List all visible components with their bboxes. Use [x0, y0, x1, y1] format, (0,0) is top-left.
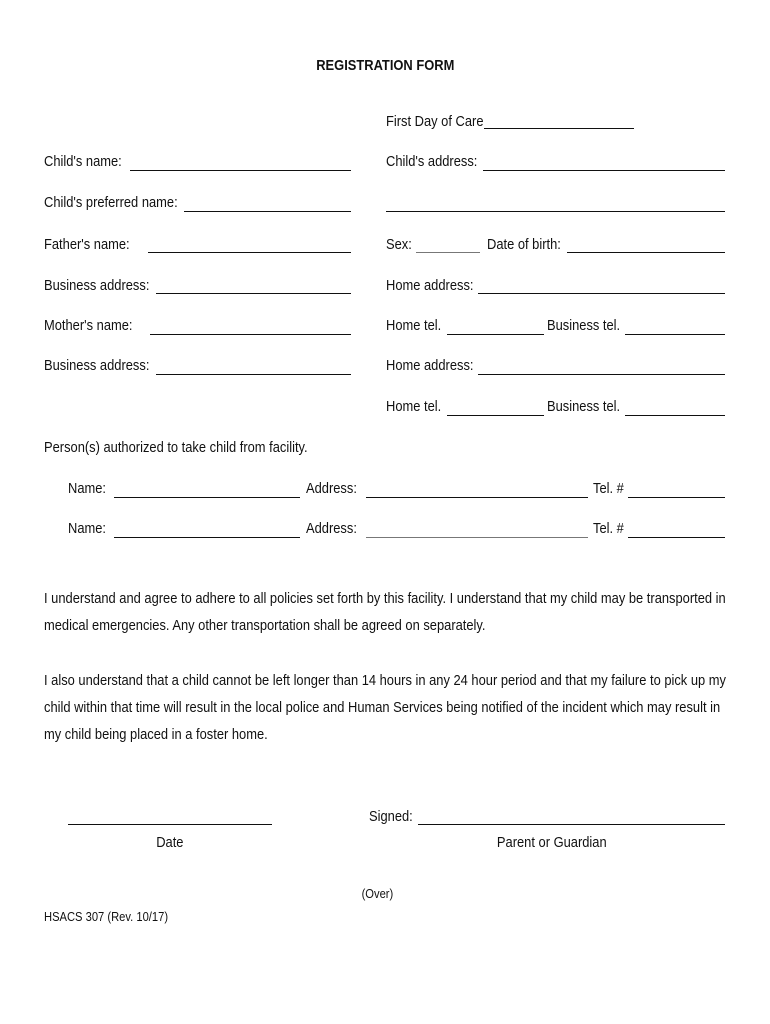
- paragraph-line: I also understand that a child cannot be left longer than 14 hours in any 24 hour period and that my failure to pick up my: [44, 672, 726, 689]
- authorized-name-2-label: Name:: [68, 520, 107, 537]
- fathers-name-field[interactable]: [148, 252, 351, 253]
- sex-field[interactable]: [416, 252, 480, 253]
- authorized-name-1-label: Name:: [68, 480, 107, 497]
- mother-home-tel-label: Home tel.: [386, 398, 442, 415]
- paragraph-line: medical emergencies. Any other transportation shall be agreed on separately.: [44, 617, 486, 634]
- policy-paragraph-2: [44, 667, 734, 748]
- mothers-name-field[interactable]: [150, 334, 351, 335]
- mothers-name-label: Mother's name:: [44, 317, 133, 334]
- father-home-address-label: Home address:: [386, 277, 474, 294]
- father-business-address-label: Business address:: [44, 277, 150, 294]
- authorized-name-2-field[interactable]: [114, 537, 300, 538]
- form-id: HSACS 307 (Rev. 10/17): [44, 909, 169, 924]
- mother-home-address-label: Home address:: [386, 357, 474, 374]
- authorized-persons-heading: Person(s) authorized to take child from facility.: [44, 439, 308, 456]
- childs-address-line2-field[interactable]: [386, 211, 725, 212]
- mother-business-address-label: Business address:: [44, 357, 150, 374]
- authorized-tel-1-field[interactable]: [628, 497, 725, 498]
- childs-address-field[interactable]: [483, 170, 725, 171]
- father-home-address-field[interactable]: [478, 293, 725, 294]
- father-business-address-field[interactable]: [156, 293, 351, 294]
- childs-address-label: Child's address:: [386, 153, 478, 170]
- mother-business-address-field[interactable]: [156, 374, 351, 375]
- parent-signature-field[interactable]: [418, 824, 725, 825]
- page-title: REGISTRATION FORM: [315, 57, 455, 74]
- authorized-tel-2-label: Tel. #: [593, 520, 624, 537]
- father-business-tel-field[interactable]: [625, 334, 725, 335]
- childs-preferred-name-label: Child's preferred name:: [44, 194, 178, 211]
- father-home-tel-field[interactable]: [447, 334, 544, 335]
- authorized-address-2-field[interactable]: [366, 537, 588, 538]
- date-signature-field[interactable]: [68, 824, 272, 825]
- mother-home-address-field[interactable]: [478, 374, 725, 375]
- authorized-address-1-field[interactable]: [366, 497, 588, 498]
- date-of-birth-label: Date of birth:: [487, 236, 561, 253]
- mother-home-tel-field[interactable]: [447, 415, 544, 416]
- childs-name-field[interactable]: [130, 170, 351, 171]
- paragraph-line: I understand and agree to adhere to all policies set forth by this facility. I understand that my child may be transported in: [44, 590, 726, 607]
- authorized-name-1-field[interactable]: [114, 497, 300, 498]
- childs-preferred-name-field[interactable]: [184, 211, 351, 212]
- date-of-birth-field[interactable]: [567, 252, 725, 253]
- paragraph-line: child within that time will result in the local police and Human Services being notified of the incident which may result in: [44, 699, 721, 716]
- over-note: (Over): [361, 886, 393, 901]
- authorized-address-2-label: Address:: [306, 520, 357, 537]
- parent-or-guardian-caption: Parent or Guardian: [497, 834, 607, 851]
- childs-name-label: Child's name:: [44, 153, 122, 170]
- authorized-tel-1-label: Tel. #: [593, 480, 624, 497]
- date-caption: Date: [156, 834, 184, 851]
- authorized-address-1-label: Address:: [306, 480, 357, 497]
- signed-label: Signed:: [369, 808, 413, 825]
- first-day-of-care-field[interactable]: [484, 128, 634, 129]
- mother-business-tel-label: Business tel.: [547, 398, 621, 415]
- authorized-tel-2-field[interactable]: [628, 537, 725, 538]
- father-home-tel-label: Home tel.: [386, 317, 442, 334]
- policy-paragraph-1: [44, 585, 734, 639]
- first-day-of-care-label: First Day of Care: [386, 113, 484, 130]
- father-business-tel-label: Business tel.: [547, 317, 621, 334]
- paragraph-line: my child being placed in a foster home.: [44, 726, 268, 743]
- mother-business-tel-field[interactable]: [625, 415, 725, 416]
- fathers-name-label: Father's name:: [44, 236, 130, 253]
- sex-label: Sex:: [386, 236, 412, 253]
